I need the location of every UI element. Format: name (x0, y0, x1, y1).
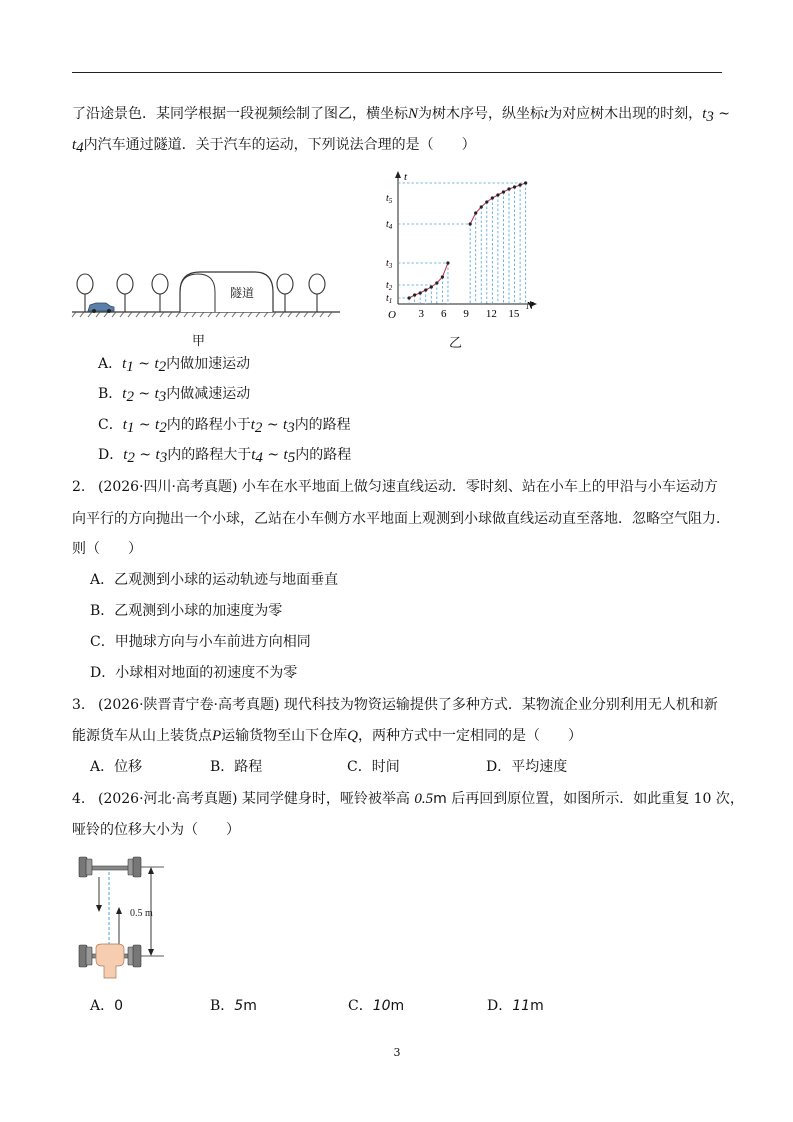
sub: 4 (255, 450, 263, 466)
y-tick-labels (386, 193, 393, 305)
sub: 2 (126, 389, 134, 405)
text: 为树木序号，纵坐标 (418, 106, 545, 122)
dimension-arrow-top (148, 867, 154, 874)
option-text: 内做加速运动 (166, 356, 251, 372)
figure-jia (70, 262, 345, 352)
math: t (123, 447, 128, 463)
option-value: 5 (234, 998, 244, 1014)
option-value: 10 (372, 998, 391, 1014)
question-number: 2. (72, 479, 86, 495)
sub: 2 (254, 420, 263, 436)
up-arrow-head (116, 907, 122, 914)
q3-option-a[interactable] (90, 758, 142, 776)
data-point (507, 187, 510, 190)
q1-option-a[interactable] (98, 355, 250, 376)
q4-option-d[interactable] (487, 997, 544, 1015)
q2-line1 (72, 478, 718, 496)
q3-option-d[interactable] (486, 758, 567, 776)
option-text: 内的路程 (294, 417, 351, 433)
math: t (154, 386, 159, 402)
y-tick-label: $t_2$ (386, 280, 393, 292)
text: 内汽车通过隧道．关于汽车的运动，下列说法合理的是（ ） (83, 137, 476, 153)
hand-icon (96, 944, 124, 978)
question-source: (2026·四川·高考真题) (98, 479, 238, 495)
text: ，两种方式中一定相同的是（ ） (358, 728, 583, 744)
data-point (519, 183, 522, 186)
option-value: 0 (114, 998, 124, 1014)
data-point (502, 190, 505, 193)
data-point (446, 261, 449, 264)
q2-option-a[interactable]: A．乙观测到小球的运动轨迹与地面垂直 (90, 572, 339, 588)
sub: 1 (126, 359, 134, 375)
y-tick-label: $t_5$ (386, 193, 393, 205)
math-P: P (212, 728, 222, 744)
sub: 2 (158, 359, 167, 375)
tilde: ~ (134, 417, 156, 433)
sub: 3 (158, 389, 167, 405)
option-letter: C． (347, 759, 372, 775)
option-unit: m (530, 998, 544, 1014)
math: t (122, 417, 127, 433)
q1-intro-line1 (72, 105, 730, 126)
data-point (480, 205, 483, 208)
question-number: 4. (72, 791, 86, 807)
option-letter: B． (210, 759, 235, 775)
option-text: 位移 (114, 759, 143, 775)
figure-yi (380, 168, 540, 326)
data-point (513, 185, 516, 188)
math: t (251, 447, 256, 463)
text: 了沿途景色．某同学根据一段视频绘制了图乙，横坐标 (72, 106, 408, 122)
math-Q: Q (347, 728, 359, 744)
unit: m (433, 791, 447, 807)
q4-option-a[interactable] (90, 997, 123, 1015)
y-axis-arrow (395, 171, 401, 178)
option-letter: D． (487, 998, 513, 1014)
sub: 3 (706, 109, 714, 125)
y-tick-label: $t_4$ (386, 219, 393, 231)
math: t (155, 447, 160, 463)
ground-hatch (72, 312, 332, 317)
text: 能源货车从山上装货点 (72, 728, 212, 744)
guide-lines (398, 183, 526, 304)
q2-option-c[interactable]: C．甲抛球方向与小车前进方向相同 (90, 634, 311, 650)
sub: 2 (127, 450, 135, 466)
option-letter: B． (210, 998, 235, 1014)
option-text: 内的路程小于 (166, 417, 251, 433)
data-curve (409, 183, 526, 298)
data-point (408, 296, 411, 299)
option-text: 内的路程大于 (167, 447, 252, 463)
y-tick-label: $t_1$ (386, 293, 393, 305)
math: t (283, 417, 288, 433)
data-point (474, 211, 477, 214)
math: t (250, 417, 255, 433)
tunnel-label: 隧道 (230, 286, 255, 300)
option-text: 内的路程 (295, 447, 352, 463)
q4-option-c[interactable] (348, 997, 404, 1015)
dimension-arrow-bottom (148, 949, 154, 956)
math: t (154, 356, 159, 372)
data-point (496, 193, 499, 196)
q4-line2: 哑铃的位移大小为（ ） (72, 822, 240, 838)
math-t3: t (702, 106, 707, 122)
q4-option-b[interactable] (210, 997, 257, 1015)
sub: 3 (287, 420, 295, 436)
q1-option-c[interactable] (98, 416, 351, 437)
axis-n-label: N (526, 300, 534, 312)
q2-line2: 向平行的方向抛出一个小球，乙站在小车侧方水平地面上观测到小球做直线运动直至落地．忽略空气阻力． (72, 511, 730, 527)
q3-option-b[interactable] (210, 758, 262, 776)
option-letter: A． (90, 759, 115, 775)
option-letter: A． (90, 998, 115, 1014)
x-tick-label: 3 (418, 308, 424, 320)
data-point (441, 275, 444, 278)
data-point (430, 285, 433, 288)
q1-intro-line2 (72, 136, 476, 157)
header-rule (72, 72, 722, 73)
option-letter: D． (486, 759, 512, 775)
math: t (122, 386, 127, 402)
option-letter: B． (98, 386, 123, 402)
text: 某同学健身时，哑铃被举高 (241, 791, 410, 807)
text: ~ (713, 106, 731, 122)
option-text: 内做减速运动 (166, 386, 251, 402)
text: 运输货物至山下仓库 (221, 728, 348, 744)
data-point (469, 222, 472, 225)
math: t (122, 356, 127, 372)
option-unit: m (243, 998, 257, 1014)
option-text: 路程 (234, 759, 263, 775)
q3-option-c[interactable] (347, 758, 400, 776)
text: 后再回到原位置，如图所示．如此重复 10 次， (451, 791, 744, 807)
y-tick-label: $t_3$ (386, 258, 393, 270)
q4-line1 (72, 790, 744, 808)
q3-line2 (72, 727, 582, 745)
option-unit: m (390, 998, 405, 1014)
figure-dumbbell (74, 850, 174, 980)
x-tick-label: 12 (485, 308, 497, 320)
x-tick-label: 6 (440, 308, 447, 320)
page-number: 3 (393, 1046, 401, 1059)
math-value: 0.5 (414, 791, 434, 807)
tilde: ~ (134, 447, 156, 463)
math: t (155, 417, 160, 433)
q2-option-b[interactable]: B．乙观测到小球的加速度为零 (90, 603, 283, 619)
x-tick-label: 15 (508, 308, 520, 320)
origin-label: O (388, 309, 396, 321)
data-point (435, 281, 438, 284)
axis-t-label: t (404, 171, 408, 183)
question-source: (2026·河北·高考真题) (98, 791, 238, 807)
q3-line1 (72, 696, 718, 714)
tree-icon (117, 274, 133, 312)
q1-option-b[interactable] (98, 385, 250, 406)
question-number: 3. (72, 697, 86, 713)
sub: 2 (159, 420, 167, 436)
math-t4: t (72, 137, 77, 153)
sub: 1 (126, 420, 135, 436)
data-point (491, 196, 494, 199)
q1-option-d[interactable] (98, 446, 351, 467)
data-point (485, 200, 488, 203)
tree-icon (152, 274, 168, 312)
tilde: ~ (262, 447, 284, 463)
dumbbell-icon (79, 857, 141, 877)
math-N: N (408, 106, 419, 122)
tilde: ~ (262, 417, 284, 433)
q2-option-d[interactable]: D．小球相对地面的初速度不为零 (90, 665, 298, 681)
q2-line3: 则（ ） (72, 541, 142, 557)
tree-icon (309, 274, 325, 312)
tree-icon (277, 274, 293, 312)
math: t (283, 447, 288, 463)
data-point (424, 288, 427, 291)
option-text: 平均速度 (511, 759, 568, 775)
figure-jia-caption: 甲 (192, 334, 206, 349)
data-point (419, 291, 422, 294)
option-value: 11 (512, 998, 531, 1014)
figure-yi-caption: 乙 (449, 336, 463, 351)
tunnel-icon (180, 272, 273, 312)
option-letter: D． (98, 447, 124, 463)
data-point (524, 181, 527, 184)
option-letter: C． (98, 417, 123, 433)
option-letter: A． (98, 356, 123, 372)
down-arrow-head (96, 905, 102, 912)
x-tick-labels (418, 308, 519, 320)
math-t: t (544, 106, 549, 122)
option-letter: C． (348, 998, 373, 1014)
data-point (413, 293, 416, 296)
x-tick-label: 9 (463, 308, 469, 320)
option-text: 时间 (371, 759, 400, 775)
tilde: ~ (133, 356, 155, 372)
tilde: ~ (133, 386, 155, 402)
sub: 3 (159, 450, 168, 466)
question-text: 小车在水平地面上做匀速直线运动．零时刻、站在小车上的甲沿与小车运动方 (241, 479, 718, 495)
sub: 4 (76, 140, 84, 156)
dimension-label: 0.5 m (130, 908, 153, 919)
question-source: (2026·陕晋青宁卷·高考真题) (98, 697, 280, 713)
question-text: 现代科技为物资运输提供了多种方式．某物流企业分别利用无人机和新 (283, 697, 718, 713)
text: 为对应树木出现的时刻， (548, 106, 703, 122)
sub: 5 (287, 450, 296, 466)
